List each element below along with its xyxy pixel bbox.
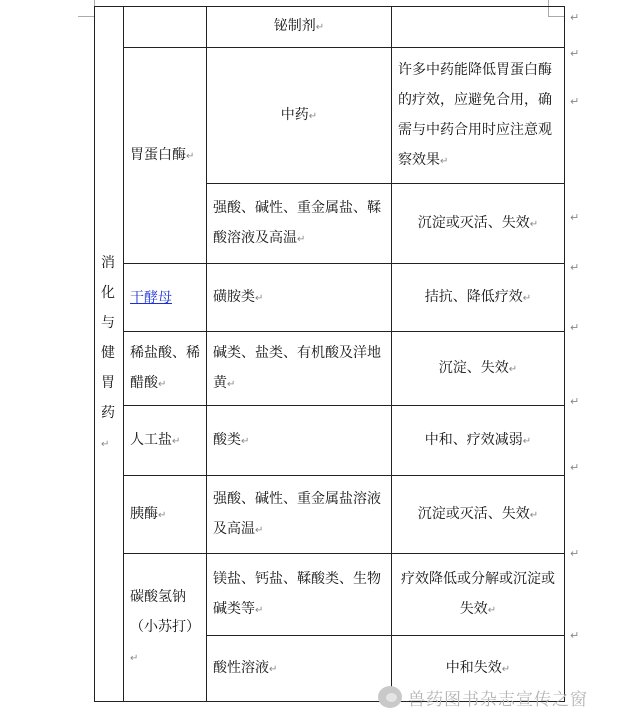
category-text: 消化与健胃药 bbox=[101, 255, 115, 421]
cell-text: 许多中药能降低胃蛋白酶的疗效，应避免合用，确需与中药合用时应注意观察效果 bbox=[398, 61, 552, 168]
cell-text: 胃蛋白酶 bbox=[130, 146, 186, 163]
paragraph-mark: ↵ bbox=[308, 110, 318, 122]
cell-text: 稀盐酸、稀醋酸 bbox=[130, 344, 200, 391]
table-row bbox=[95, 406, 565, 476]
interact-cell bbox=[207, 7, 392, 48]
effect-cell bbox=[392, 264, 565, 332]
paragraph-mark: ↵ bbox=[315, 22, 325, 33]
interact-cell bbox=[207, 184, 392, 264]
paragraph-mark: ↵ bbox=[158, 378, 167, 390]
paragraph-mark: ↵ bbox=[570, 395, 580, 408]
cell-text: 沉淀或灭活、失效 bbox=[417, 214, 530, 231]
effect-cell bbox=[392, 406, 565, 476]
cell-text: 拮抗、降低疗效 bbox=[424, 288, 523, 305]
cell-text: 铋制剂 bbox=[273, 18, 316, 34]
cell-text: 镁盐、钙盐、鞣酸类、生物碱类等 bbox=[213, 570, 381, 617]
paragraph-mark: ↵ bbox=[570, 461, 580, 474]
effect-cell bbox=[392, 554, 565, 636]
paragraph-mark: ↵ bbox=[570, 95, 580, 108]
paragraph-mark: ↵ bbox=[487, 604, 497, 616]
interact-cell bbox=[207, 332, 392, 406]
cell-text: 碳酸氢钠（小苏打） bbox=[130, 588, 200, 635]
effect-cell bbox=[392, 7, 565, 48]
paragraph-mark: ↵ bbox=[255, 604, 264, 616]
cell-text: 酸性溶液 bbox=[213, 659, 269, 676]
paragraph-mark: ↵ bbox=[570, 211, 580, 224]
table-row bbox=[95, 7, 565, 48]
category-cell bbox=[95, 7, 124, 702]
paragraph-mark: ↵ bbox=[241, 435, 250, 447]
drug-link[interactable]: 干酵母 bbox=[130, 289, 172, 306]
paragraph-mark: ↵ bbox=[522, 435, 532, 447]
paragraph-mark: ↵ bbox=[255, 292, 264, 304]
paragraph-mark: ↵ bbox=[101, 439, 110, 450]
table-row bbox=[95, 264, 565, 332]
drug-cell bbox=[124, 406, 207, 476]
paragraph-mark: ↵ bbox=[186, 150, 195, 162]
cell-text: 酸类 bbox=[213, 431, 241, 448]
paragraph-mark: ↵ bbox=[570, 547, 580, 560]
page-corner-mark bbox=[78, 0, 95, 17]
drug-cell bbox=[124, 332, 207, 406]
cell-text: 强酸、碱性、重金属盐溶液及高温 bbox=[213, 490, 381, 537]
table-row bbox=[95, 332, 565, 406]
cell-text: 沉淀或灭活、失效 bbox=[417, 505, 530, 522]
drug-cell bbox=[124, 476, 207, 554]
interact-cell bbox=[207, 476, 392, 554]
table-row bbox=[95, 476, 565, 554]
watermark bbox=[378, 683, 634, 711]
paragraph-mark: ↵ bbox=[522, 292, 532, 304]
paragraph-mark: ↵ bbox=[297, 233, 306, 245]
cell-text: 中和失效 bbox=[445, 659, 502, 676]
wechat-icon bbox=[378, 686, 402, 708]
cell-text: 沉淀、失效 bbox=[438, 359, 509, 376]
drug-cell bbox=[124, 264, 207, 332]
cell-text: 人工盐 bbox=[130, 431, 172, 448]
interact-cell bbox=[207, 554, 392, 636]
cell-text: 疗效降低或分解或沉淀或失效 bbox=[401, 570, 555, 617]
interact-cell bbox=[207, 406, 392, 476]
drug-cell bbox=[124, 7, 207, 48]
effect-cell bbox=[392, 476, 565, 554]
paragraph-mark: ↵ bbox=[269, 663, 278, 675]
drug-interaction-table bbox=[94, 6, 565, 702]
paragraph-mark: ↵ bbox=[440, 155, 449, 167]
interact-cell bbox=[207, 636, 392, 702]
cell-text: 中药 bbox=[280, 106, 309, 123]
effect-cell bbox=[392, 48, 565, 184]
paragraph-mark: ↵ bbox=[570, 11, 580, 24]
paragraph-mark: ↵ bbox=[501, 663, 511, 675]
cell-text: 磺胺类 bbox=[213, 288, 255, 305]
drug-cell bbox=[124, 48, 207, 264]
cell-text: 胰酶 bbox=[130, 505, 158, 522]
paragraph-mark: ↵ bbox=[130, 652, 139, 664]
table-row bbox=[95, 554, 565, 636]
paragraph-mark: ↵ bbox=[570, 261, 580, 274]
cell-text: 强酸、碱性、重金属盐、鞣酸溶液及高温 bbox=[213, 199, 381, 246]
cell-text: 碱类、盐类、有机酸及洋地黄 bbox=[213, 344, 381, 391]
paragraph-mark: ↵ bbox=[172, 435, 181, 447]
paragraph-mark: ↵ bbox=[529, 218, 539, 230]
paragraph-mark: ↵ bbox=[508, 363, 518, 375]
paragraph-mark: ↵ bbox=[570, 321, 580, 334]
cell-text: 中和、疗效减弱 bbox=[424, 431, 523, 448]
paragraph-mark: ↵ bbox=[529, 509, 539, 521]
interact-cell bbox=[207, 264, 392, 332]
paragraph-mark: ↵ bbox=[227, 378, 236, 390]
watermark-text: 兽药图书杂志宣传之窗 bbox=[408, 689, 588, 710]
interact-cell bbox=[207, 48, 392, 184]
table-row bbox=[95, 48, 565, 184]
paragraph-mark: ↵ bbox=[570, 47, 580, 60]
effect-cell bbox=[392, 332, 565, 406]
paragraph-mark: ↵ bbox=[570, 629, 580, 642]
drug-cell bbox=[124, 554, 207, 702]
effect-cell bbox=[392, 184, 565, 264]
paragraph-mark: ↵ bbox=[158, 509, 167, 521]
paragraph-mark: ↵ bbox=[255, 524, 264, 536]
